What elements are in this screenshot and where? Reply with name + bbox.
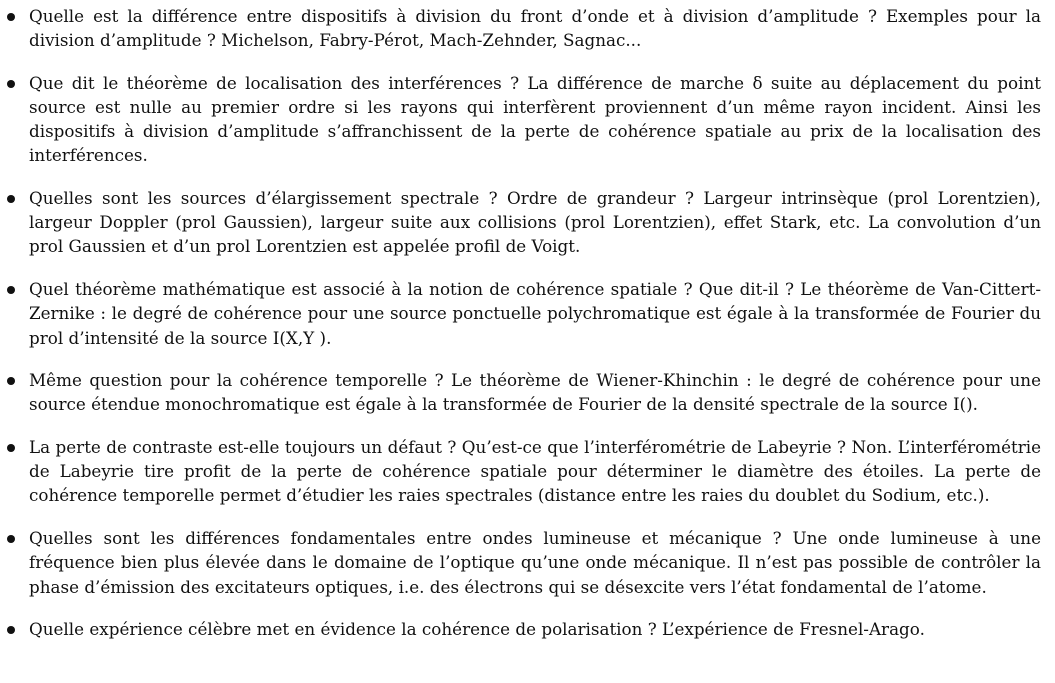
list-item [0, 368, 1055, 416]
list-item-text: Quelles sont les différences fondamentales entre ondes lumineuse et mécanique ? Une onde lumineuse à une fréquence bien plus élevée dans le domaine de l’optique qu’une onde mécanique. Il n’est pas possible de contrôler la phase d’émission des excitateurs optiques, i.e. des électrons qui se désexcite vers l’état fondamental de l’atome. [29, 528, 1041, 597]
bullet-icon [7, 626, 15, 634]
bullet-icon [7, 377, 15, 385]
list-item-text: La perte de contraste est-elle toujours un défaut ? Qu’est-ce que l’interférométrie de Labeyrie ? Non. L’interférométrie de Labeyrie tire profit de la perte de cohérence spatiale pour déterminer le diamètre des étoiles. La perte de cohérence temporelle permet d’étudier les raies spectrales (distance entre les raies du doublet du Sodium, etc.). [29, 437, 1041, 506]
bullet-icon [7, 195, 15, 203]
list-item [0, 617, 1055, 641]
list-item [0, 435, 1055, 507]
document-body [0, 4, 1055, 660]
bullet-icon [7, 80, 15, 88]
bullet-icon [7, 13, 15, 21]
list-item-text: Que dit le théorème de localisation des interférences ? La différence de marche δ suite au déplacement du point source est nulle au premier ordre si les rayons qui interfèrent proviennent d’un même rayon incident. Ainsi les dispositifs à division d’amplitude s’affranchissent de la perte de cohérence spatiale au prix de la localisation des interférences. [29, 72, 1041, 166]
list-item [0, 186, 1055, 258]
list-item-text: Quelles sont les sources d’élargissement spectrale ? Ordre de grandeur ? Largeur intrinsèque (prol Lorentzien), largeur Doppler (prol Gaussien), largeur suite aux collisions (prol Lorentzien), effet Stark, etc. La convolution d’un prol Gaussien et d’un prol Lorentzien est appelée profil de Voigt. [29, 188, 1041, 257]
list-item [0, 71, 1055, 168]
list-item [0, 4, 1055, 52]
bullet-icon [7, 444, 15, 452]
list-item [0, 526, 1055, 598]
bullet-icon [7, 535, 15, 543]
bullet-icon [7, 286, 15, 294]
list-item-text: Même question pour la cohérence temporelle ? Le théorème de Wiener-Khinchin : le degré de cohérence pour une source étendue monochromatique est égale à la transformée de Fourier de la densité spectrale de la source I(). [29, 370, 1041, 415]
list-item-text: Quelle expérience célèbre met en évidence la cohérence de polarisation ? L’expérience de Fresnel-Arago. [29, 619, 925, 640]
list-item-text: Quelle est la différence entre dispositifs à division du front d’onde et à division d’amplitude ? Exemples pour la division d’amplitude ? Michelson, Fabry-Pérot, Mach-Zehnder, Sagnac... [29, 6, 1041, 51]
list-item [0, 277, 1055, 349]
list-item-text: Quel théorème mathématique est associé à la notion de cohérence spatiale ? Que dit-il ? Le théorème de Van-Cittert-Zernike : le degré de cohérence pour une source ponctuelle polychromatique est égale à la transformée de Fourier du prol d’intensité de la source I(X,Y ). [29, 279, 1041, 348]
